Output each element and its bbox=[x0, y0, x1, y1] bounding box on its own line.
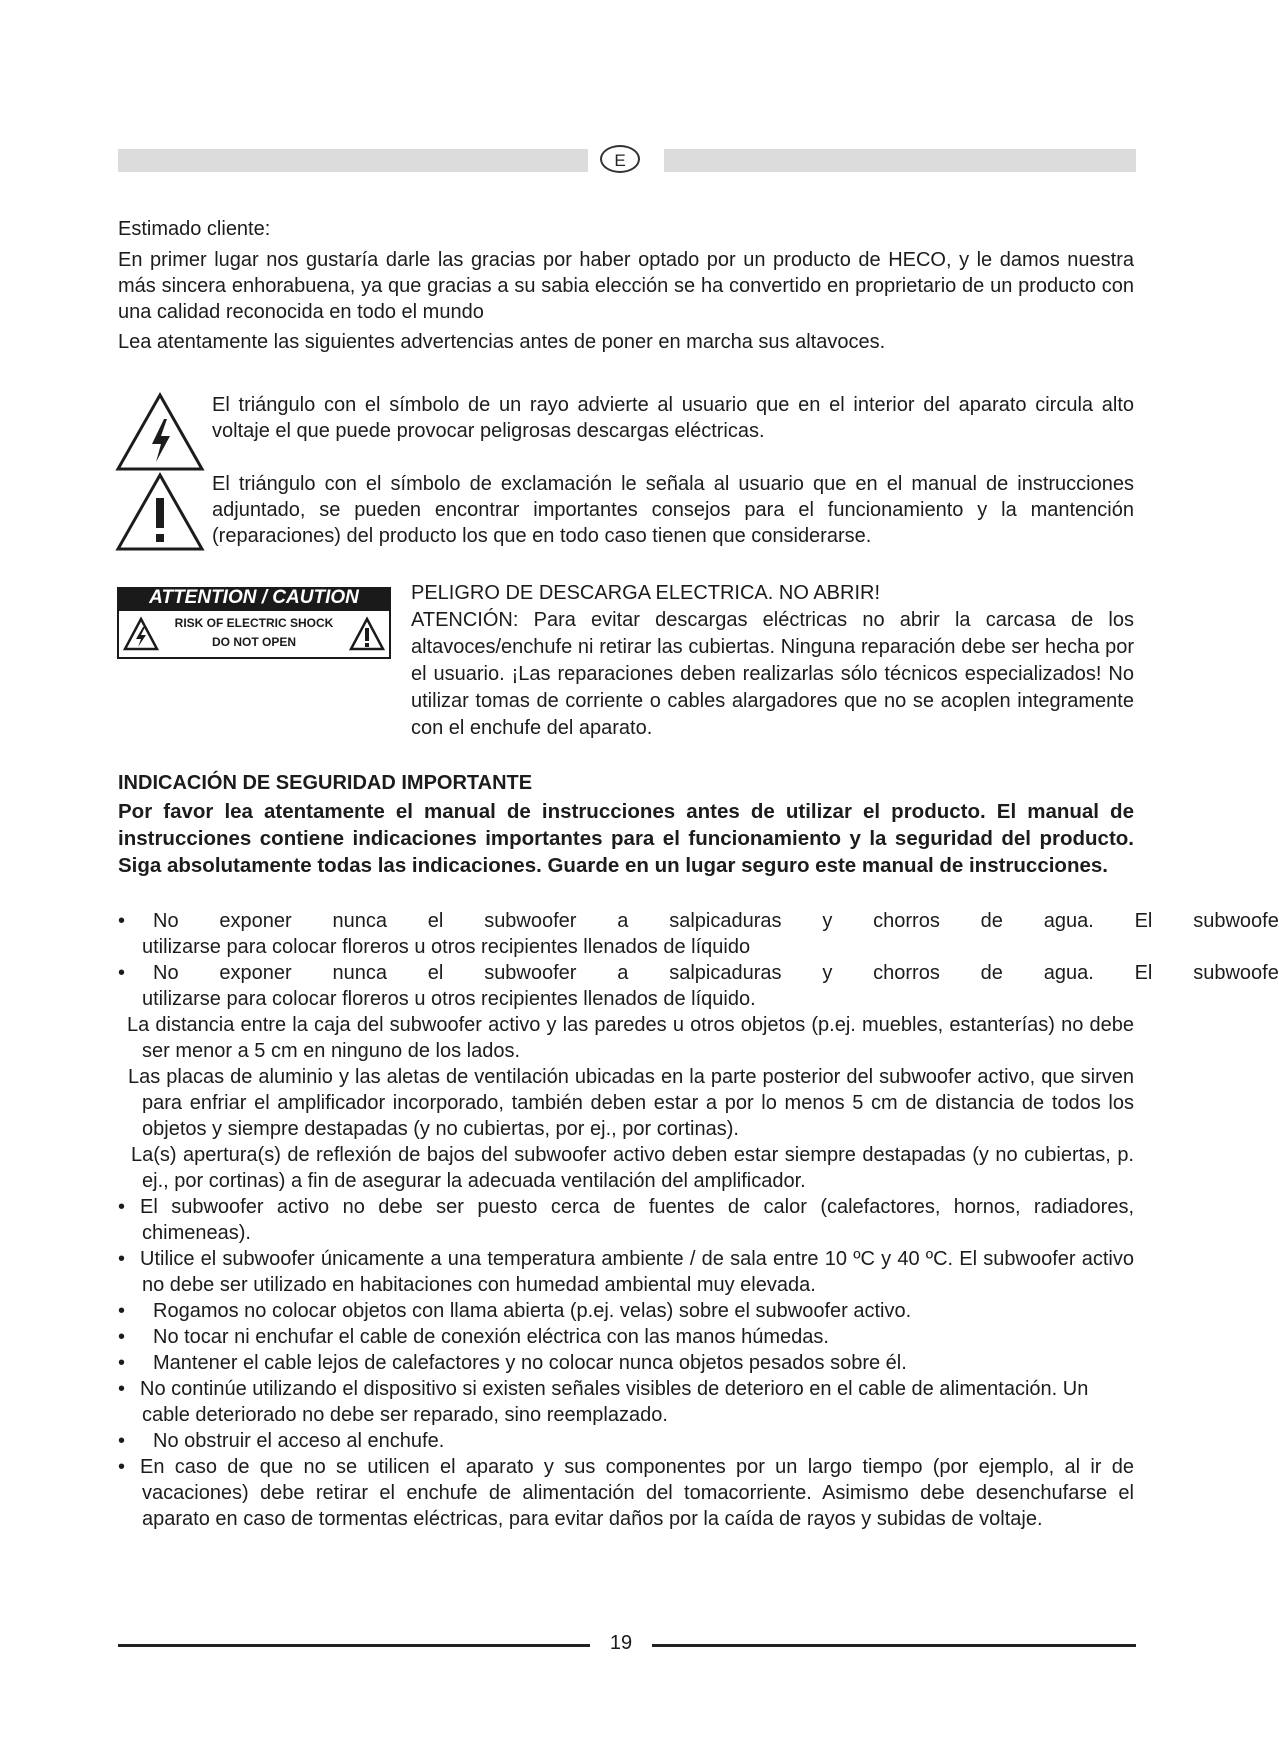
greeting: Estimado cliente: bbox=[118, 218, 271, 240]
word: nunca bbox=[332, 962, 387, 984]
lightning-warning-icon bbox=[115, 392, 205, 472]
word: de bbox=[980, 910, 1003, 932]
word: subwoofer bbox=[484, 962, 577, 984]
word: El bbox=[1134, 962, 1153, 984]
header-bar-left bbox=[118, 149, 588, 172]
item-1-line2: utilizarse para colocar floreros u otros recipientes llenados de líquido bbox=[142, 936, 751, 958]
word: salpicaduras bbox=[669, 910, 782, 932]
word: subwoofe bbox=[1193, 962, 1279, 984]
item-7 bbox=[140, 1246, 1134, 1298]
caution-body: ATENCIÓN: Para evitar descargas eléctricas no abrir la carcasa de los altavoces/enchufe ni retirar las cubiertas. Ninguna reparación debe ser hecha por el usuario. ¡Las reparaciones deben realizarlas sólo técnicos especializados! No utilizar tomas de corriente o cables alargadores que no se acoplen integramente con el enchufe del aparato. bbox=[411, 609, 1134, 739]
page-number: 19 bbox=[609, 1632, 633, 1654]
word: el bbox=[427, 910, 444, 932]
bullet-7: • bbox=[118, 1248, 126, 1270]
item-12: No obstruir el acceso al enchufe. bbox=[153, 1430, 445, 1452]
footer-rule-right bbox=[652, 1644, 1136, 1647]
item-2-words bbox=[153, 960, 1279, 986]
item-3 bbox=[127, 1012, 1134, 1064]
word: y bbox=[822, 910, 833, 932]
word: nunca bbox=[332, 910, 387, 932]
word: salpicaduras bbox=[669, 962, 782, 984]
item-5 bbox=[131, 1142, 1134, 1194]
word: El bbox=[1134, 910, 1153, 932]
word: exponer bbox=[219, 962, 292, 984]
word: subwoofe bbox=[1193, 910, 1279, 932]
bullet-8: • bbox=[118, 1300, 126, 1322]
item-2-line2: utilizarse para colocar floreros u otros recipientes llenados de líquido. bbox=[142, 988, 756, 1010]
word: de bbox=[980, 962, 1003, 984]
bullet-9: • bbox=[118, 1326, 126, 1348]
item-11 bbox=[140, 1376, 1134, 1428]
intro-paragraph: En primer lugar nos gustaría darle las gracias por haber optado por un producto de HECO, y le damos nuestra más sincera enhorabuena, ya que gracias a su sabia elección se ha convertido en proprietario de un producto con una calidad reconocida en todo el mundo bbox=[118, 249, 1134, 323]
item-1-words bbox=[153, 908, 1279, 934]
item-4 bbox=[128, 1064, 1134, 1142]
item-7-text: Utilice el subwoofer únicamente a una temperatura ambiente / de sala entre 10 ºC y 40 ºC. El subwoofer activo no debe ser utilizado en habitaciones con humedad ambiental muy elevada. bbox=[140, 1248, 1134, 1296]
caution-shock-icon bbox=[123, 617, 159, 651]
language-badge: E bbox=[600, 145, 640, 173]
safety-intro: Por favor lea atentamente el manual de instrucciones antes de utilizar el producto. El manual de instrucciones contiene indicaciones importantes para el funcionamiento y la seguridad del producto. Siga absolutamente todas las indicaciones. Guarde en un lugar seguro este manual de instrucciones. bbox=[118, 800, 1134, 877]
item-1-line1 bbox=[153, 908, 1279, 934]
bullet-10: • bbox=[118, 1352, 126, 1374]
bullet-2: • bbox=[118, 962, 126, 984]
bullet-12: • bbox=[118, 1430, 126, 1452]
caution-heading: PELIGRO DE DESCARGA ELECTRICA. NO ABRIR! bbox=[411, 582, 881, 604]
caution-exclamation-icon bbox=[349, 617, 385, 651]
bullet-6: • bbox=[118, 1196, 126, 1218]
word: agua. bbox=[1043, 910, 1094, 932]
item-13-text: En caso de que no se utilicen el aparato y sus componentes por un largo tiempo (por ejemplo, al ir de vacaciones) debe retirar el enchufe de alimentación del tomacorriente. Asimismo debe desenchufarse el aparato en caso de tormentas eléctricas, para evitar daños por la caída de rayos y subidas de voltaje. bbox=[140, 1456, 1134, 1530]
caution-label-line1: RISK OF ELECTRIC SHOCK bbox=[174, 616, 334, 630]
bullet-13: • bbox=[118, 1456, 126, 1478]
word: chorros bbox=[873, 962, 940, 984]
word: chorros bbox=[873, 910, 940, 932]
footer-rule-left bbox=[118, 1644, 590, 1647]
word: exponer bbox=[219, 910, 292, 932]
read-notice: Lea atentamente las siguientes advertencias antes de poner en marcha sus altavoces. bbox=[118, 331, 886, 353]
word: agua. bbox=[1043, 962, 1094, 984]
caution-label bbox=[117, 587, 391, 659]
item-10: Mantener el cable lejos de calefactores y no colocar nunca objetos pesados sobre él. bbox=[153, 1352, 907, 1374]
caution-label-title: ATTENTION / CAUTION bbox=[117, 587, 391, 609]
word: No bbox=[153, 962, 179, 984]
caution-label-line2: DO NOT OPEN bbox=[211, 635, 296, 649]
item-9: No tocar ni enchufar el cable de conexión eléctrica con las manos húmedas. bbox=[153, 1326, 829, 1348]
word: subwoofer bbox=[484, 910, 577, 932]
safety-heading: INDICACIÓN DE SEGURIDAD IMPORTANTE bbox=[118, 772, 533, 794]
word: a bbox=[617, 962, 629, 984]
item-4-text: Las placas de aluminio y las aletas de ventilación ubicadas en la parte posterior del subwoofer activo, que sirven para enfriar el amplificador incorporado, también deben estar a por lo menos 5 cm de distancia de todos los objetos y siempre destapadas (y no cubiertas, por ej., por cortinas). bbox=[128, 1066, 1134, 1140]
word: el bbox=[427, 962, 444, 984]
word: No bbox=[153, 910, 179, 932]
bullet-11: • bbox=[118, 1378, 126, 1400]
item-13 bbox=[140, 1454, 1134, 1532]
exclamation-warning-text: El triángulo con el símbolo de exclamación le señala al usuario que en el manual de instrucciones adjuntado, se pueden encontrar importantes consejos para el funcionamiento y la mantención (reparaciones) del producto los que en todo caso tienen que considerarse. bbox=[212, 473, 1134, 547]
word: a bbox=[617, 910, 629, 932]
item-2-line1 bbox=[153, 960, 1279, 986]
item-8: Rogamos no colocar objetos con llama abierta (p.ej. velas) sobre el subwoofer activo. bbox=[153, 1300, 912, 1322]
lightning-warning-text: El triángulo con el símbolo de un rayo advierte al usuario que en el interior del aparato circula alto voltaje el que puede provocar peligrosas descargas eléctricas. bbox=[212, 394, 1134, 442]
item-3-text: La distancia entre la caja del subwoofer activo y las paredes u otros objetos (p.ej. muebles, estanterías) no debe ser menor a 5 cm en ninguno de los lados. bbox=[127, 1014, 1134, 1062]
item-6 bbox=[140, 1194, 1134, 1246]
header-bar-right bbox=[664, 149, 1136, 172]
item-6-text: El subwoofer activo no debe ser puesto cerca de fuentes de calor (calefactores, hornos, radiadores, chimeneas). bbox=[140, 1196, 1134, 1244]
bullet-1: • bbox=[118, 910, 126, 932]
word: y bbox=[822, 962, 833, 984]
item-11-text: No continúe utilizando el dispositivo si existen señales visibles de deterioro en el cable de alimentación. Un cable deteriorado no debe ser reparado, sino reemplazado. bbox=[140, 1378, 1089, 1426]
item-5-text: La(s) apertura(s) de reflexión de bajos del subwoofer activo deben estar siempre destapadas (y no cubiertas, p. ej., por cortinas) a fin de asegurar la adecuada ventilación del amplificador. bbox=[131, 1144, 1134, 1192]
exclamation-warning-icon bbox=[115, 472, 205, 552]
